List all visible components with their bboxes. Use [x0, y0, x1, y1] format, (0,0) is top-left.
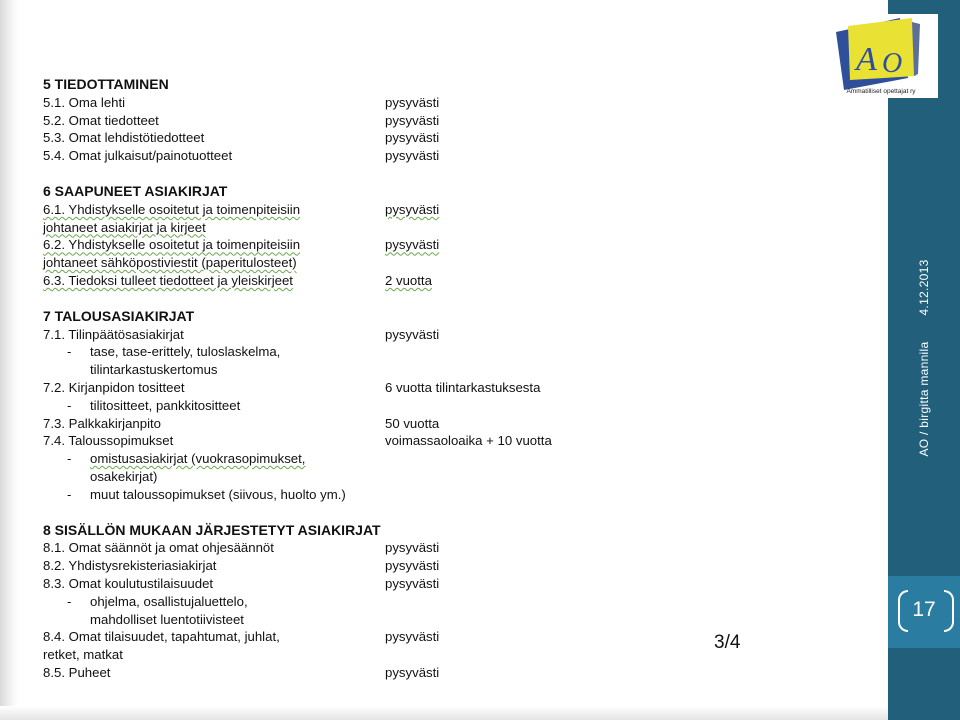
- row-7-2-sub: - tilitositteet, pankkitositteet: [67, 397, 241, 413]
- section-8-title: [43, 522, 603, 540]
- row-value: pysyvästi: [385, 664, 440, 680]
- row-7-1-sub-cont: [43, 361, 603, 379]
- page-number: 17: [912, 598, 936, 621]
- row-label-continued: johtaneet sähköpostiviestit (paperitulosteet): [43, 255, 297, 271]
- row-7-1-sub: - tase, tase-erittely, tuloslaskelma,: [67, 344, 281, 360]
- section-7-title: [43, 308, 603, 326]
- row-7-2: [43, 379, 603, 397]
- row-6-1-cont: [43, 219, 603, 237]
- row-label-continued: retket, matkat: [43, 647, 123, 663]
- row-7-3: [43, 415, 603, 433]
- section-6-title: [43, 183, 603, 201]
- bottom-shadow: [0, 706, 888, 720]
- row-7-4-sub: - omistusasiakirjat (vuokrasopimukset,: [67, 451, 306, 467]
- row-value: voimassaoloaika + 10 vuotta: [385, 433, 552, 449]
- svg-text:O: O: [882, 48, 903, 79]
- row-8-3-sub: - ohjelma, osallistujaluettelo,: [67, 593, 248, 609]
- row-6-2: [43, 236, 603, 254]
- date-label: 4.12.2013: [917, 259, 931, 316]
- row-value: pysyvästi: [385, 629, 440, 645]
- row-8-4-cont: [43, 646, 603, 664]
- row-8-4: [43, 628, 603, 646]
- slide-fraction: 3/4: [714, 632, 741, 653]
- row-value: pysyvästi: [385, 201, 440, 217]
- row-value: pysyvästi: [385, 94, 440, 110]
- author-label: AO / birgitta mannila: [917, 341, 931, 457]
- row-label: 6.3. Tiedoksi tulleet tiedotteet ja yleiskirjeet: [43, 272, 293, 288]
- row-5-3: [43, 129, 603, 147]
- section-title: 8 SISÄLLÖN MUKAAN JÄRJESTETYT ASIAKIRJAT: [43, 521, 381, 538]
- sub-item: tilitositteet, pankkitositteet: [90, 397, 241, 413]
- row-8-3-sub-cont: [43, 611, 603, 629]
- side-footer: [917, 259, 931, 456]
- row-6-3: [43, 272, 603, 290]
- svg-text:A: A: [856, 41, 877, 78]
- row-label: 7.1. Tilinpäätösasiakirjat: [43, 326, 184, 342]
- row-value: pysyvästi: [385, 148, 440, 164]
- sub-item-continued: osakekirjat): [90, 468, 158, 484]
- section-title: 6 SAAPUNEET ASIAKIRJAT: [43, 182, 228, 199]
- row-label: 8.2. Yhdistysrekisteriasiakirjat: [43, 558, 217, 574]
- row-value: 50 vuotta: [385, 415, 440, 431]
- row-5-1: [43, 94, 603, 112]
- page-number-box: [888, 576, 960, 648]
- logo-caption: Ammatilliset opettajat ry: [846, 88, 916, 95]
- row-label: 7.3. Palkkakirjanpito: [43, 415, 162, 431]
- row-value: pysyvästi: [385, 540, 440, 556]
- row-label: 5.1. Oma lehti: [43, 94, 126, 110]
- row-value: pysyvästi: [385, 326, 440, 342]
- row-8-1: [43, 539, 603, 557]
- row-label: 5.3. Omat lehdistötiedotteet: [43, 130, 205, 146]
- logo: [828, 14, 938, 98]
- sub-item-continued: mahdolliset luentotiivisteet: [90, 611, 244, 627]
- row-8-5: [43, 664, 603, 682]
- row-label: 7.2. Kirjanpidon tositteet: [43, 379, 185, 395]
- section-title: 7 TALOUSASIAKIRJAT: [43, 307, 195, 324]
- row-value: pysyvästi: [385, 112, 440, 128]
- row-7-4-sub2: - muut taloussopimukset (siivous, huolto ym.): [67, 486, 346, 502]
- row-value: 2 vuotta: [385, 272, 432, 288]
- logo-icon: [828, 14, 938, 90]
- row-label: 7.4. Taloussopimukset: [43, 433, 174, 449]
- sub-item: omistusasiakirjat (vuokrasopimukset,: [90, 451, 306, 467]
- row-value: pysyvästi: [385, 558, 440, 574]
- row-6-2-cont: [43, 254, 603, 272]
- row-5-2: [43, 112, 603, 130]
- sub-item: ohjelma, osallistujaluettelo,: [90, 593, 248, 609]
- row-label: 5.4. Omat julkaisut/painotuotteet: [43, 148, 233, 164]
- row-value: 6 vuotta tilintarkastuksesta: [385, 379, 541, 395]
- row-7-4-sub-cont: [43, 468, 603, 486]
- row-label: 6.1. Yhdistykselle osoitetut ja toimenpiteisiin: [43, 201, 301, 217]
- section-5-title: [43, 76, 603, 94]
- row-label: 8.1. Omat säännöt ja omat ohjesäännöt: [43, 540, 274, 556]
- row-label: 8.4. Omat tilaisuudet, tapahtumat, juhlat,: [43, 629, 280, 645]
- row-8-2: [43, 557, 603, 575]
- left-shadow: [0, 0, 18, 720]
- row-label-continued: johtaneet asiakirjat ja kirjeet: [43, 219, 206, 235]
- row-8-3: [43, 575, 603, 593]
- sub-item-continued: tilintarkastuskertomus: [90, 362, 218, 378]
- bracket-right-icon: [944, 590, 954, 632]
- row-label: 8.5. Puheet: [43, 664, 111, 680]
- row-value: pysyvästi: [385, 237, 440, 253]
- row-label: 5.2. Omat tiedotteet: [43, 112, 159, 128]
- row-6-1: [43, 201, 603, 219]
- sub-item: tase, tase-erittely, tuloslaskelma,: [90, 344, 281, 360]
- document-content: [43, 76, 603, 682]
- row-5-4: [43, 147, 603, 165]
- section-title: 5 TIEDOTTAMINEN: [43, 76, 169, 92]
- row-7-4: [43, 432, 603, 450]
- row-value: pysyvästi: [385, 575, 440, 591]
- sub-item: muut taloussopimukset (siivous, huolto ym.): [90, 486, 346, 502]
- row-value: pysyvästi: [385, 130, 440, 146]
- row-label: 6.2. Yhdistykselle osoitetut ja toimenpiteisiin: [43, 237, 301, 253]
- row-label: 8.3. Omat koulutustilaisuudet: [43, 575, 214, 591]
- row-7-1: [43, 326, 603, 344]
